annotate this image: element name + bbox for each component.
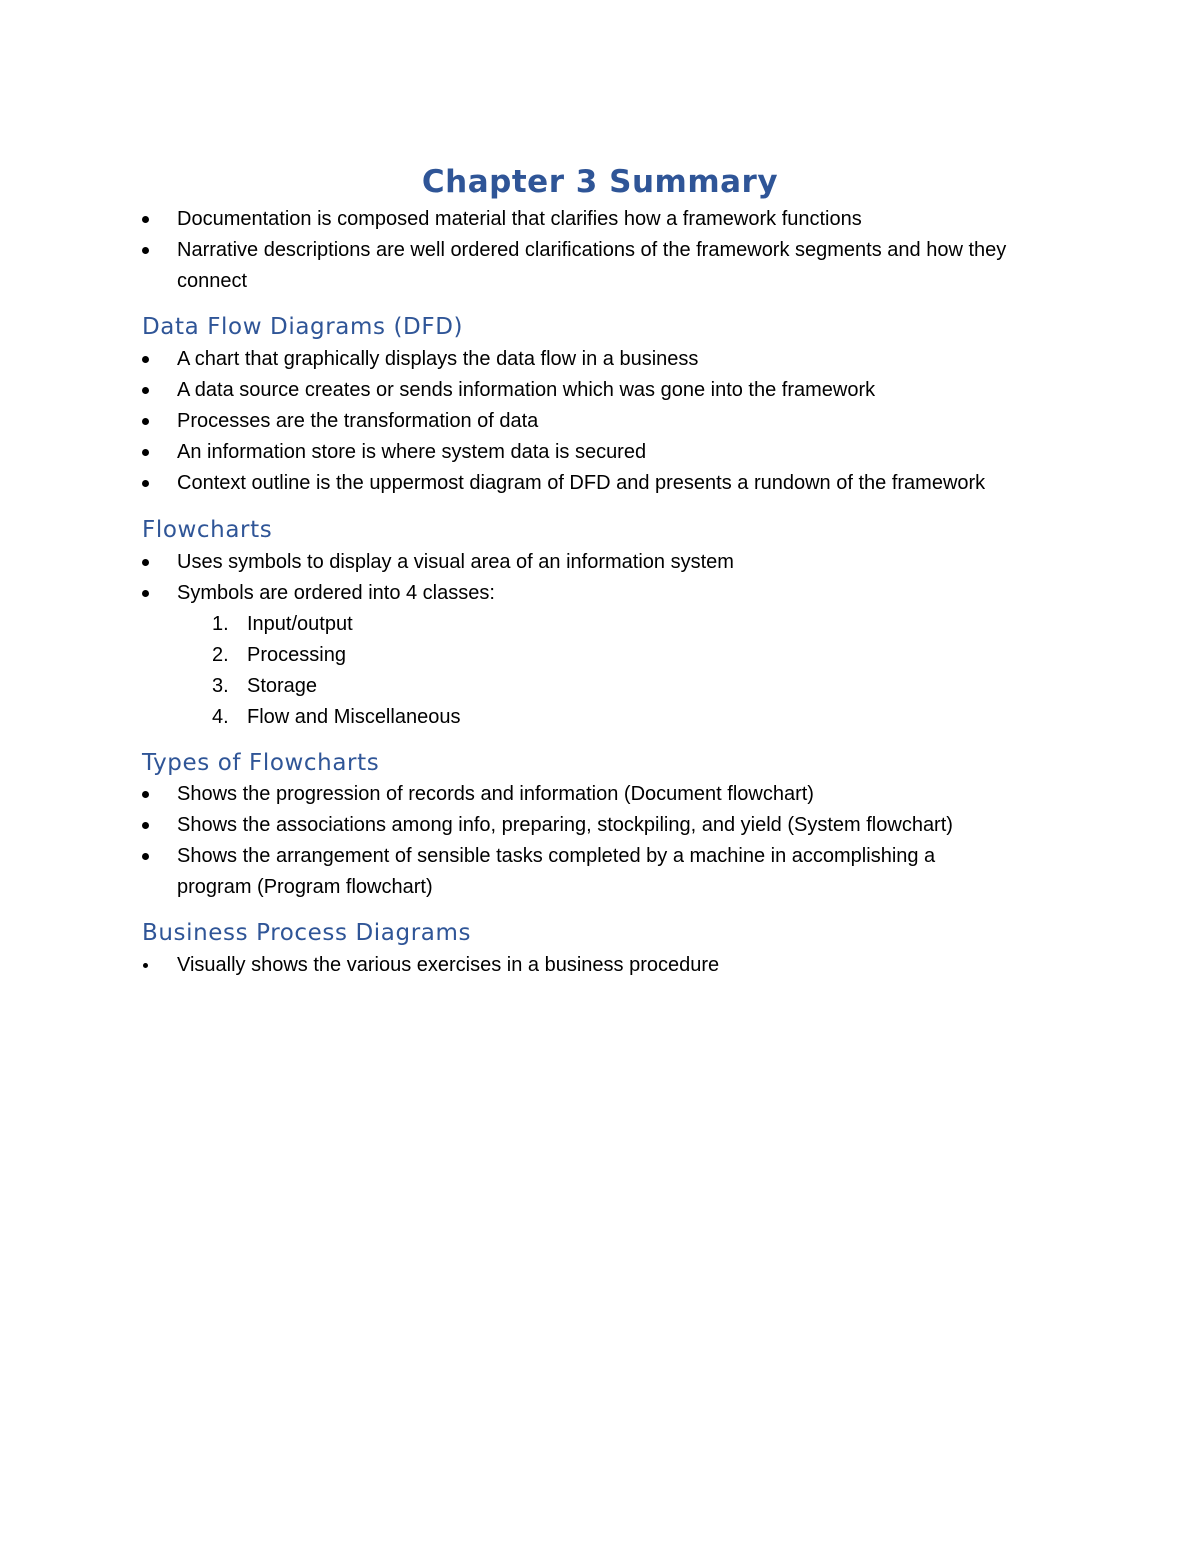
- list-item: [142, 375, 1072, 406]
- list-item: [142, 437, 1072, 468]
- list-item: [142, 578, 1072, 609]
- list-item: [142, 547, 1072, 578]
- list-item-text: A data source creates or sends information which was gone into the framework: [177, 379, 876, 401]
- list-item: [142, 468, 1102, 499]
- section-heading-flowcharts: Flowcharts: [142, 517, 273, 543]
- bullet-icon: [142, 216, 149, 223]
- item-number: 2.: [212, 644, 229, 666]
- section-heading-dfd: Data Flow Diagrams (DFD): [142, 314, 464, 340]
- list-item-text: Narrative descriptions are well ordered clarifications of the framework segments and how they connect: [177, 239, 1007, 292]
- item-text: Input/output: [247, 613, 353, 635]
- list-item-text: Shows the arrangement of sensible tasks completed by a machine in accomplishing a program (Program flowchart): [177, 845, 936, 898]
- bullet-icon: [142, 853, 149, 860]
- numbered-item: [212, 702, 460, 733]
- bullet-icon: [142, 791, 149, 798]
- numbered-item: [212, 640, 346, 671]
- list-item-text: Symbols are ordered into 4 classes:: [177, 582, 495, 604]
- item-text: Flow and Miscellaneous: [247, 706, 461, 728]
- section-heading-bpd: Business Process Diagrams: [142, 920, 472, 946]
- list-item: [142, 779, 1072, 810]
- item-number: 3.: [212, 675, 229, 697]
- list-item-text: An information store is where system data is secured: [177, 441, 647, 463]
- bullet-icon: [142, 480, 149, 487]
- bullet-icon: [142, 822, 149, 829]
- item-text: Storage: [247, 675, 318, 697]
- list-item: [142, 841, 1012, 903]
- bullet-icon: [143, 963, 148, 968]
- bullet-icon: [142, 418, 149, 425]
- list-item: [142, 406, 1072, 437]
- numbered-item: [212, 609, 353, 640]
- list-item-text: Documentation is composed material that clarifies how a framework functions: [177, 208, 862, 230]
- list-item-text: Shows the associations among info, preparing, stockpiling, and yield (System flowchart): [177, 814, 953, 836]
- list-item: [142, 204, 1072, 235]
- bullet-icon: [142, 449, 149, 456]
- page-title: Chapter 3 Summary: [421, 164, 779, 200]
- bullet-icon: [142, 559, 149, 566]
- list-item-text: Processes are the transformation of data: [177, 410, 539, 432]
- bullet-icon: [142, 356, 149, 363]
- item-number: 1.: [212, 613, 229, 635]
- bullet-icon: [142, 387, 149, 394]
- list-item: [142, 950, 1072, 981]
- list-item: [142, 235, 1042, 297]
- list-item-text: Visually shows the various exercises in a business procedure: [177, 954, 720, 976]
- item-number: 4.: [212, 706, 229, 728]
- section-heading-types: Types of Flowcharts: [142, 750, 380, 776]
- item-text: Processing: [247, 644, 346, 666]
- numbered-item: [212, 671, 317, 702]
- list-item: [142, 810, 1102, 841]
- list-item-text: Context outline is the uppermost diagram of DFD and presents a rundown of the framework: [177, 472, 986, 494]
- list-item-text: Shows the progression of records and information (Document flowchart): [177, 783, 814, 805]
- list-item-text: A chart that graphically displays the data flow in a business: [177, 348, 699, 370]
- bullet-icon: [142, 247, 149, 254]
- bullet-icon: [142, 590, 149, 597]
- list-item-text: Uses symbols to display a visual area of an information system: [177, 551, 734, 573]
- list-item: [142, 344, 1072, 375]
